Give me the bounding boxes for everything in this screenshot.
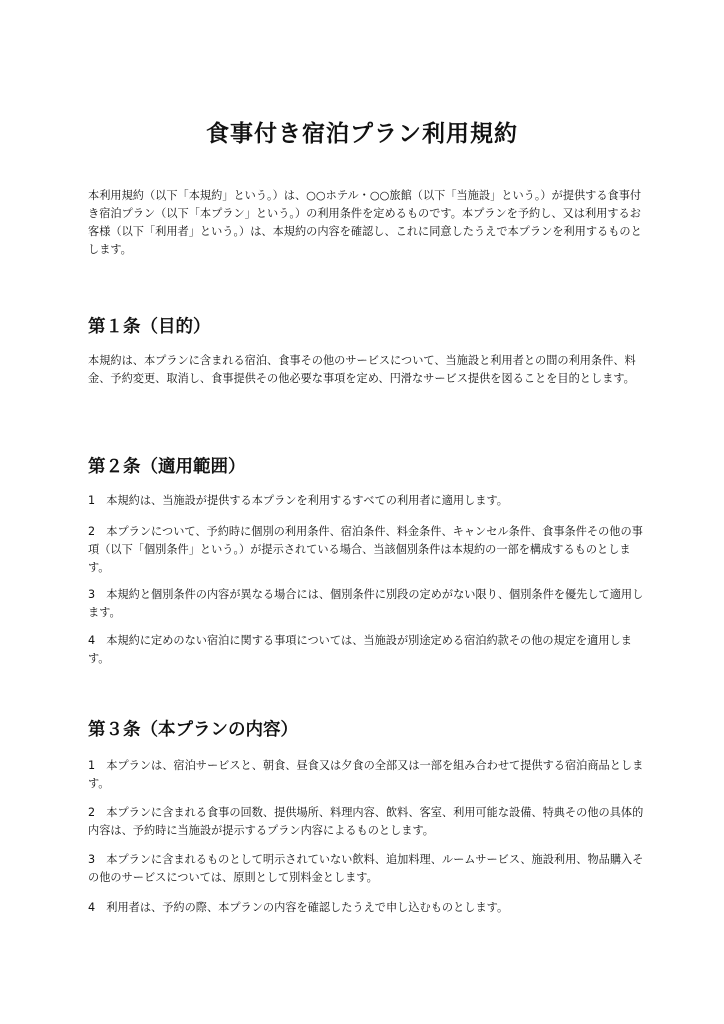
article-2-paragraph-2: 2 本プランについて、予約時に個別の利用条件、宿泊条件、料金条件、キャンセル条件、食事条件その他の事項（以下「個別条件」という。）が提示されている場合、当該個別条件は本規約の一部を構成するものとします。 — [88, 525, 643, 574]
article-1-heading: 第１条（目的） — [88, 317, 211, 337]
article-2-paragraph-1: 1 本規約は、当施設が提供する本プランを利用するすべての利用者に適用します。 — [88, 494, 508, 507]
article-3-paragraph-4: 4 利用者は、予約の際、本プランの内容を確認したうえで申し込むものとします。 — [88, 901, 509, 914]
article-1-paragraph: 本規約は、本プランに含まれる宿泊、食事その他のサービスについて、当施設と利用者との間の利用条件、料金、予約変更、取消し、食事提供その他必要な事項を定め、円滑なサービス提供を図ることを目的とします。 — [88, 354, 636, 385]
document-title: 食事付き宿泊プラン利用規約 — [206, 121, 518, 147]
article-3-paragraph-2: 2 本プランに含まれる食事の回数、提供場所、料理内容、飲料、客室、利用可能な設備、特典その他の具体的内容は、予約時に当施設が提示するプラン内容によるものとします。 — [88, 806, 644, 837]
article-2-paragraph-4: 4 本規約に定めのない宿泊に関する事項については、当施設が別途定める宿泊約款その他の規定を適用します。 — [88, 634, 632, 665]
article-3-paragraph-1: 1 本プランは、宿泊サービスと、朝食、昼食又は夕食の全部又は一部を組み合わせて提供する宿泊商品とします。 — [88, 759, 644, 790]
article-2-heading: 第２条（適用範囲） — [88, 457, 246, 477]
article-2-paragraph-3: 3 本規約と個別条件の内容が異なる場合には、個別条件に別段の定めがない限り、個別条件を優先して適用します。 — [88, 588, 644, 619]
article-3-paragraph-3: 3 本プランに含まれるものとして明示されていない飲料、追加料理、ルームサービス、施設利用、物品購入その他のサービスについては、原則として別料金とします。 — [88, 853, 644, 884]
intro-paragraph: 本利用規約（以下「本規約」という。）は、○○ホテル・○○旅館（以下「当施設」という。）が提供する食事付き宿泊プラン（以下「本プラン」という。）の利用条件を定めるものです。本プランを予約し、又は利用するお客様（以下「利用者」という。）は、本規約の内容を確認し、これに同意したうえで本プランを利用するものとします。 — [88, 189, 642, 256]
article-3-heading: 第３条（本プランの内容） — [88, 720, 298, 740]
